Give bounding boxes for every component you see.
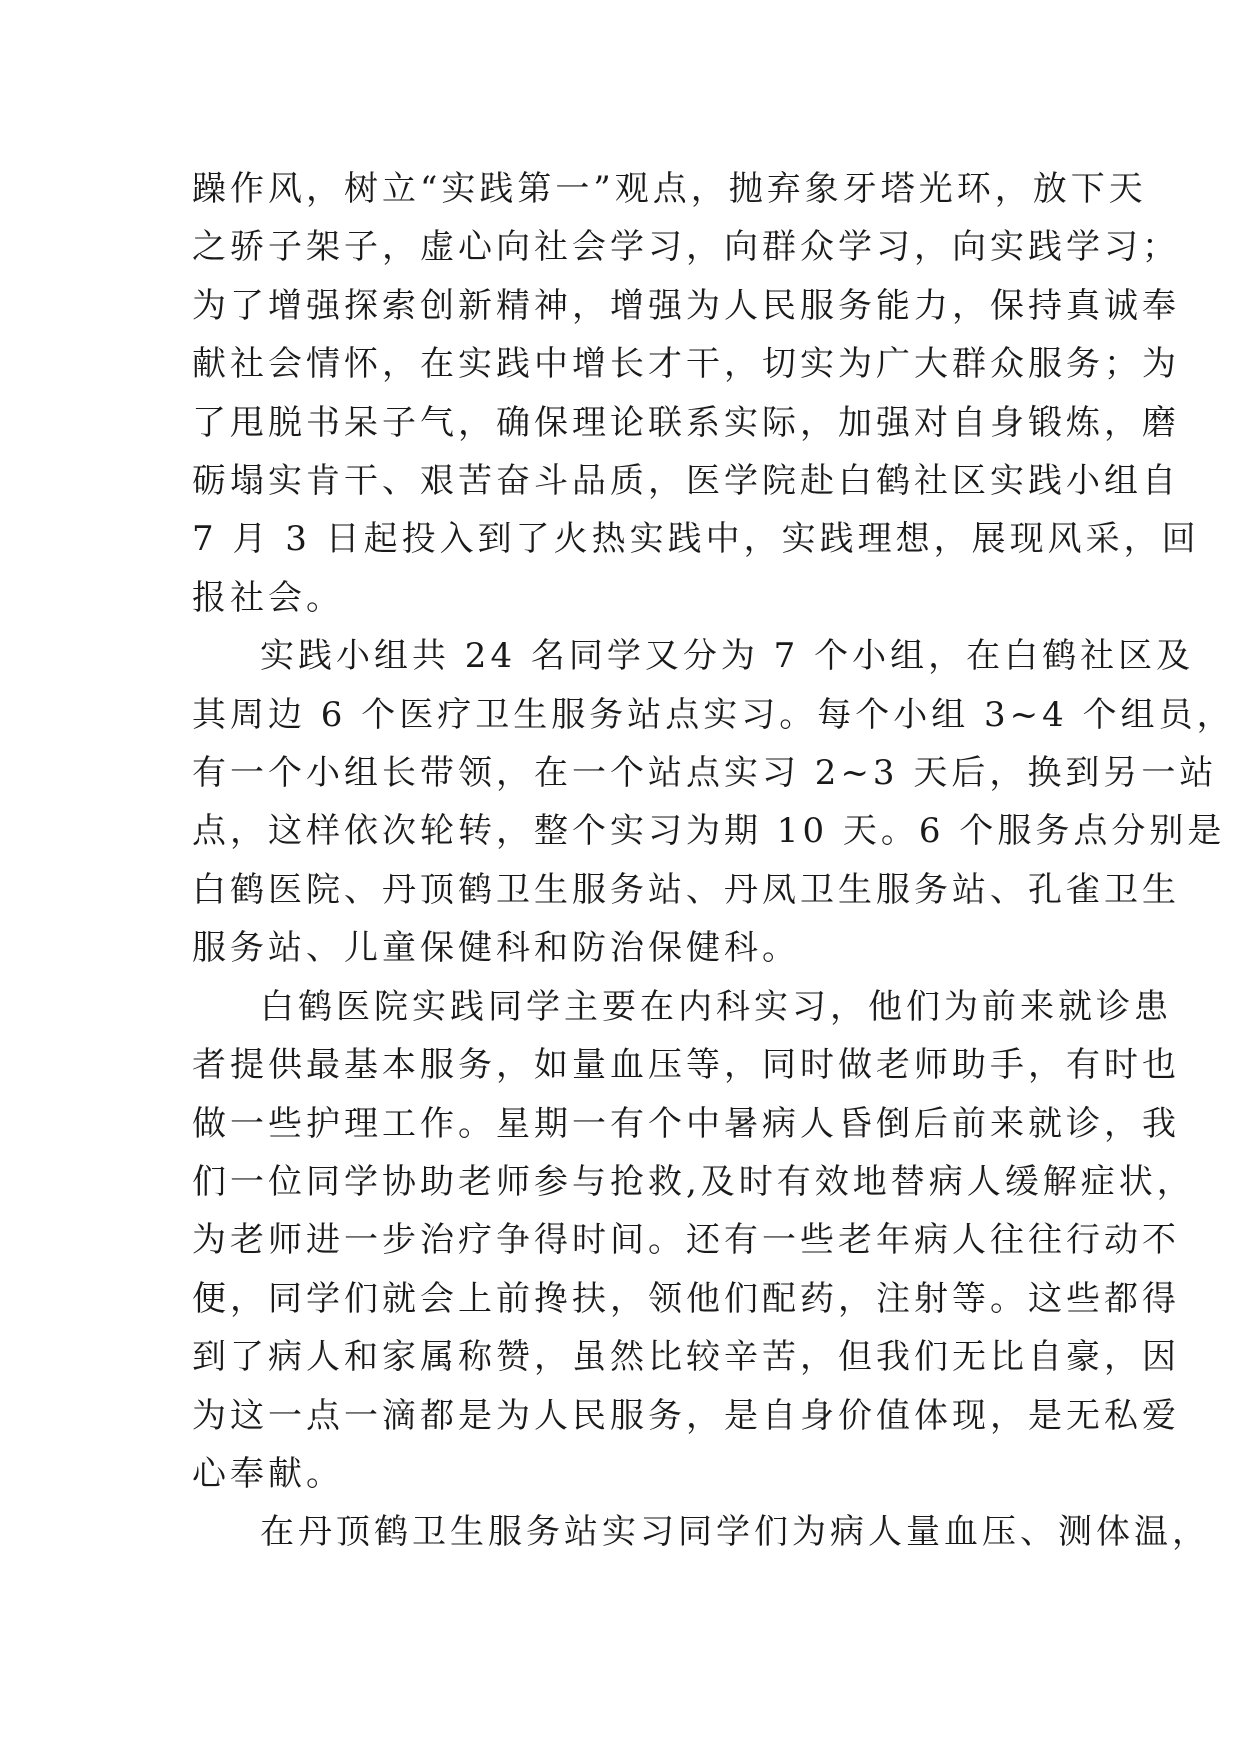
paragraph-3 xyxy=(192,978,1195,1504)
text-line: 点，这样依次轮转，整个实习为期 10 天。6 个服务点分别是 xyxy=(192,811,1226,852)
text-line: 便，同学们就会上前搀扶，领他们配药，注射等。这些都得 xyxy=(192,1278,1180,1319)
paragraph-4 xyxy=(192,1503,1210,1561)
text-line: 躁作风，树立“实践第一”观点，抛弃象牙塔光环，放下天 xyxy=(192,169,1147,209)
text-line: 心奉献。 xyxy=(192,1453,344,1494)
text-line: 了甩脱书呆子气，确保理论联系实际，加强对自身锻炼，磨 xyxy=(192,402,1180,443)
paragraph-2 xyxy=(192,627,1235,977)
document-body xyxy=(192,160,1235,1562)
text-line: 有一个小组长带领，在一个站点实习 2~3 天后，换到另一站 xyxy=(192,753,1218,794)
paragraph-1 xyxy=(192,160,1200,627)
text-line: 为这一点一滴都是为人民服务，是自身价值体现，是无私爱 xyxy=(192,1395,1180,1436)
text-line: 实践小组共 24 名同学又分为 7 个小组，在白鹤社区及 xyxy=(260,636,1195,677)
text-line: 到了病人和家属称赞，虽然比较辛苦，但我们无比自豪，因 xyxy=(192,1337,1180,1378)
text-line: 在丹顶鹤卫生服务站实习同学们为病人量血压、测体温， xyxy=(260,1512,1210,1553)
text-line: 服务站、儿童保健科和防治保健科。 xyxy=(192,928,800,969)
text-line: 们一位同学协助老师参与抢救,及时有效地替病人缓解症状， xyxy=(192,1161,1195,1202)
text-line: 者提供最基本服务，如量血压等，同时做老师助手，有时也 xyxy=(192,1045,1180,1086)
text-line: 白鹤医院、丹顶鹤卫生服务站、丹凤卫生服务站、孔雀卫生 xyxy=(192,869,1180,910)
text-line: 白鹤医院实践同学主要在内科实习，他们为前来就诊患 xyxy=(260,986,1172,1027)
text-line: 之骄子架子，虚心向社会学习，向群众学习，向实践学习； xyxy=(192,227,1180,268)
text-line: 献社会情怀，在实践中增长才干，切实为广大群众服务；为 xyxy=(192,344,1180,385)
text-line: 砺塌实肯干、艰苦奋斗品质，医学院赴白鹤社区实践小组自 xyxy=(192,461,1180,502)
text-line: 其周边 6 个医疗卫生服务站点实习。每个小组 3~4 个组员， xyxy=(192,694,1235,735)
text-line: 为了增强探索创新精神，增强为人民服务能力，保持真诚奉 xyxy=(192,285,1180,326)
text-line: 为老师进一步治疗争得时间。还有一些老年病人往往行动不 xyxy=(192,1220,1180,1261)
text-line: 做一些护理工作。星期一有个中暑病人昏倒后前来就诊，我 xyxy=(192,1103,1180,1144)
text-line: 7 月 3 日起投入到了火热实践中，实践理想，展现风采，回 xyxy=(192,519,1200,560)
text-line: 报社会。 xyxy=(192,577,344,618)
